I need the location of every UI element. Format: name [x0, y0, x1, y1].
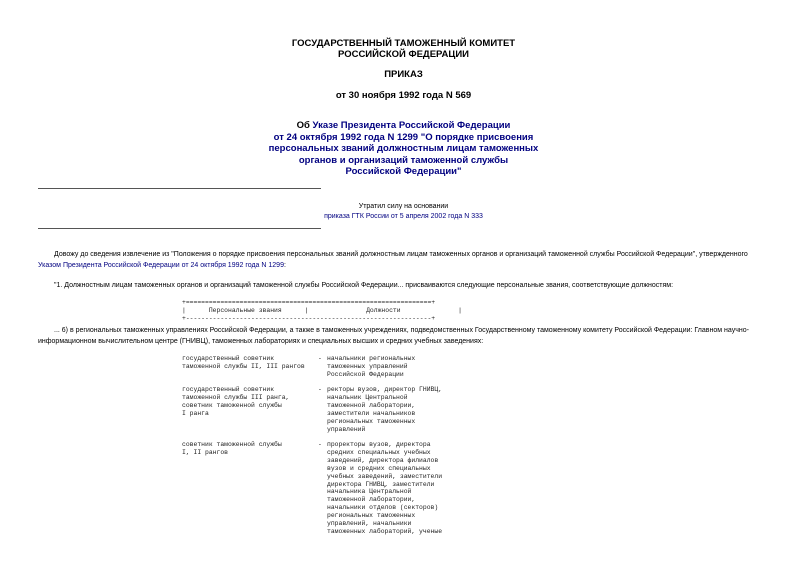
table-row-1-positions: начальники региональных таможенных управлений Российской Федерации — [327, 355, 416, 378]
title-link-line4[interactable]: органов и организаций таможенной службы — [298, 154, 509, 166]
table-top-border: +================================================================+ — [182, 299, 436, 306]
paragraph-intro — [38, 250, 771, 271]
paragraph-item1: "1. Должностным лицам таможенных органов и организаций таможенной службы Российской Федерации... присваиваются следующие персональные звания, соответствующие должностям: — [54, 282, 674, 289]
org-name-line1: ГОСУДАРСТВЕННЫЙ ТАМОЖЕННЫЙ КОМИТЕТ — [291, 38, 516, 49]
title-prefix: Об — [296, 120, 313, 131]
divider-top — [38, 188, 321, 189]
table-header-row — [182, 307, 462, 315]
table-row-3-dash: - — [318, 441, 322, 448]
title-link-line5[interactable]: Российской Федерации" — [345, 166, 462, 177]
doc-title — [0, 120, 807, 178]
table-header-positions: Должности | — [308, 307, 462, 314]
table-row-1-rank: государственный советник таможенной службы II, III рангов — [182, 355, 305, 370]
title-link-line1[interactable]: Указе Президента Российской Федерации — [312, 120, 511, 131]
doc-date: от 30 ноября 1992 года N 569 — [335, 90, 472, 101]
table-row-3-positions: проректоры вузов, директора средних специальных учебных заведений, директора филиалов вузов и средних специальных учебных заведений, заместители директора ГНИВЦ, заместители начальника Центральной таможенной лаборатории, начальники отделов (секторов) региональных таможенных управлений, начальники таможенных лабораторий, ученые — [327, 441, 443, 535]
paragraph-item6: ... 6) в региональных таможенных управлениях Российской Федерации, а также в таможенных учреждениях, подведомственных Государственному таможенному комитету Российской Федерации: Главном научно-информационном вычислительном центре (ГНИВЦ), таможенных лабораториях и специальных высших и средних учебных заведениях: — [38, 327, 749, 345]
table-row-2-rank: государственный советник таможенной службы III ранга, советник таможенной службы I ранга — [182, 386, 290, 417]
table-row-2-positions: ректоры вузов, директор ГНИВЦ, начальник Центральной таможенной лаборатории, заместители начальников региональных таможенных управлений — [327, 386, 443, 433]
title-link-line2[interactable]: от 24 октября 1992 года N 1299 "О порядке присвоения — [273, 131, 534, 143]
table-row-2-dash: - — [318, 386, 322, 393]
divider-bottom — [38, 228, 321, 229]
table-row-3-rank: советник таможенной службы I, II рангов — [182, 441, 282, 456]
intro-text: Довожу до сведения извлечение из "Положения о порядке присвоения персональных званий должностным лицам таможенных органов и организаций таможенной службы Российской Федерации", утвержденного — [54, 251, 748, 258]
status-link[interactable]: приказа ГТК России от 5 апреля 2002 года N 333 — [324, 213, 483, 220]
intro-end: : — [283, 261, 286, 269]
table-row-1-dash: - — [318, 355, 322, 362]
ukaz-link[interactable]: Указом Президента Российской Федерации от 24 октября 1992 года N 1299 — [38, 261, 284, 269]
status-text: Утратил силу на основании — [358, 203, 449, 210]
doc-type: ПРИКАЗ — [384, 69, 423, 80]
org-name-line2: РОССИЙСКОЙ ФЕДЕРАЦИИ — [337, 49, 469, 60]
title-link-line3[interactable]: персональных званий должностным лицам таможенных — [268, 143, 539, 154]
table-bottom-border: +----------------------------------------------------------------+ — [182, 315, 436, 322]
table-header-ranks: | Персональные звания | — [182, 307, 309, 314]
